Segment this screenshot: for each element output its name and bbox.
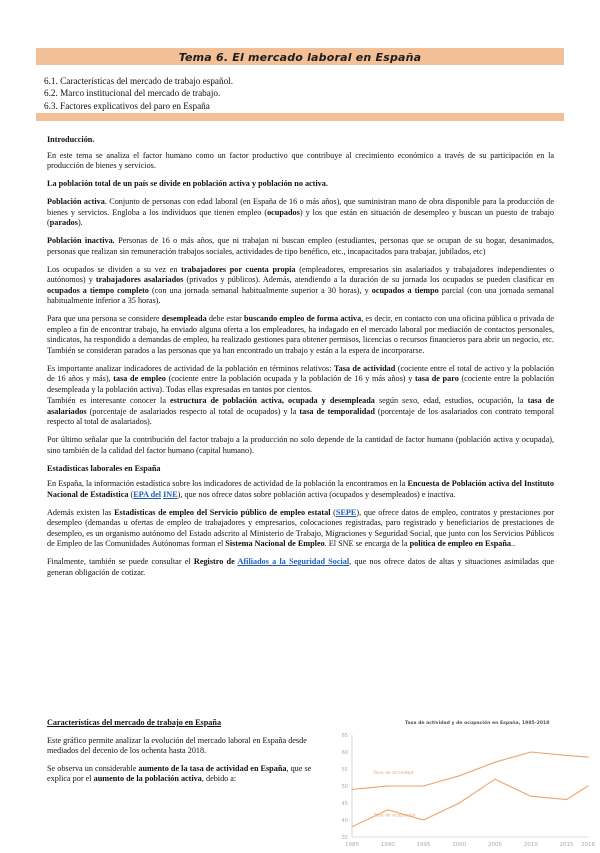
x-tick-label: 2015 — [559, 842, 574, 848]
data-point — [530, 751, 531, 752]
sepe-text: Además existen las — [47, 507, 115, 517]
intro-text: En este tema se analiza el factor humano como un factor productivo que contribuye al crecimiento económico a través de su participación en la producción de bienes y servicios. — [47, 150, 554, 170]
x-tick-label: 2018 — [581, 842, 595, 848]
estructura-paragraph — [47, 396, 554, 428]
caracteristicas-section — [47, 718, 317, 792]
y-tick-label: 35 — [341, 835, 348, 841]
x-tick-label: 1985 — [345, 842, 359, 848]
population-heading: La población total de un país se divide en población activa y población no activa. — [47, 179, 328, 188]
intro-paragraph — [47, 151, 554, 172]
activa-text: ). — [77, 218, 83, 227]
est-text: (porcentaje de asalariados respecto al total de ocupados) y la — [86, 406, 300, 416]
main-content — [47, 135, 554, 586]
y-tick-label: 50 — [341, 784, 348, 790]
epa-link[interactable]: EPA del — [133, 489, 162, 499]
y-tick-label: 65 — [341, 733, 348, 739]
afiliados-paragraph — [47, 557, 554, 578]
ocup-text: (con una jornada semanal habitualmente superior a 30 horas), y — [148, 285, 372, 295]
tiempo-completo-term: ocupados a tiempo completo — [47, 285, 149, 295]
epa-text: En España, la información estadística sobre los indicadores de actividad de la población la encontramos en la — [47, 479, 408, 488]
indicadores-paragraph — [47, 364, 554, 396]
ocup-text: Los ocupados se dividen a su vez en — [47, 264, 182, 274]
data-point — [459, 802, 460, 803]
parados-term: parados — [49, 218, 78, 227]
car-text: Se observa un considerable — [47, 763, 139, 773]
toc-item[interactable]: 6.3. Factores explicativos del paro en España — [44, 100, 210, 111]
ind-text: Es importante analizar indicadores de actividad de la población en términos relativos: — [47, 363, 334, 373]
buscando-term: buscando empleo de forma activa — [244, 314, 362, 323]
tasa-empleo-term: tasa de empleo — [113, 374, 166, 383]
data-point — [423, 785, 424, 786]
toc-item[interactable]: 6.2. Marco institucional del mercado de trabajo. — [44, 88, 221, 99]
x-tick-label: 2010 — [523, 842, 538, 848]
labor-chart — [330, 715, 600, 848]
data-point — [423, 819, 424, 820]
activa-term: Población activa — [47, 197, 105, 206]
y-tick-label: 60 — [341, 750, 348, 756]
ind-text: (cociente entre la población desempleada y la población activa). Todas ellas expresadas en tantos por cientos. — [47, 374, 554, 394]
data-point — [351, 789, 352, 790]
title-banner — [36, 48, 564, 65]
sepe-text: ( — [330, 507, 336, 517]
desemp-text: debe estar — [206, 314, 244, 323]
caracteristicas-heading: Características del mercado de trabajo en España — [47, 718, 222, 727]
sepe-text: . El SNE se encarga de la — [324, 539, 410, 548]
inactiva-paragraph — [47, 236, 554, 257]
intro-heading: Introducción. — [47, 135, 95, 144]
desempleada-paragraph — [47, 314, 554, 356]
inactiva-term: Población inactiva. — [47, 236, 115, 245]
afiliados-link[interactable]: Afiliados a la Seguridad Social — [237, 557, 350, 566]
ocupados-paragraph — [47, 265, 554, 307]
sne-term: Sistema Nacional de Empleo — [225, 539, 325, 548]
ocup-text: (privados y públicos). Además, atendiendo a la duración de su jornada los ocupados se pueden clasificar en — [183, 275, 554, 284]
tasa-paro-term: tasa de paro — [414, 374, 459, 383]
separator-bar — [36, 113, 564, 121]
aumento2-term: aumento de la población activa — [93, 774, 202, 783]
desempleada-term: desempleada — [161, 314, 207, 323]
tiempo-parcial-term: ocupados a tiempo — [371, 285, 439, 295]
afiliados-text: Finalmente, también se puede consultar el — [47, 557, 194, 566]
ind-text: (cociente entre la población ocupada y la población de 16 y más años) y — [165, 374, 415, 383]
car-text: , debido a: — [201, 774, 237, 783]
ine-link[interactable]: INE — [163, 489, 178, 499]
table-of-contents — [44, 75, 233, 112]
tasa-actividad-term: Tasa de actividad — [333, 363, 396, 373]
x-tick-label: 1995 — [416, 842, 431, 848]
toc-item[interactable]: 6.1. Características del mercado de trabajo español. — [44, 76, 234, 86]
activa-text: . Conjunto de personas con edad laboral (en España de 16 o más años), que suministran mano de obra disponible para la producción de bienes y servicios. Engloba a los individuos que tienen empleo ( — [47, 197, 554, 217]
sepe-paragraph — [47, 508, 554, 550]
activa-paragraph — [47, 197, 554, 229]
ind-text: (cociente entre el total de activo y la población de 16 años y más), — [47, 363, 554, 383]
aumento-term: aumento de la tasa de actividad en España — [138, 763, 287, 773]
data-point — [494, 762, 495, 763]
data-point — [459, 775, 460, 776]
ocupados-term: ocupados — [267, 207, 300, 217]
est-text: También es interesante conocer la — [47, 396, 171, 405]
asalariados-term: trabajadores asalariados — [95, 275, 184, 284]
data-point — [566, 755, 567, 756]
desemp-text: Para que una persona se considere — [47, 314, 162, 323]
tasa-temporalidad-term: tasa de temporalidad — [299, 406, 375, 416]
chart-title: Tasa de actividad y de ocupación en España, 1985-2018 — [405, 721, 550, 726]
caracteristicas-p2 — [47, 764, 317, 785]
data-point — [530, 796, 531, 797]
registro-term: Registro de — [193, 557, 238, 566]
series-label: Tasa de actividad — [373, 771, 414, 777]
final-paragraph: Por último señalar que la contribución del factor trabajo a la producción no solo depende de la cantidad de factor humano (población activa y ocupada), sino también de la calidad del factor humano (capital humano). — [47, 435, 554, 455]
caracteristicas-p1: Este gráfico permite analizar la evolución del mercado laboral en España desde mediados del decenio de los ochenta hasta 2018. — [47, 735, 307, 755]
estructura-term: estructura de población activa, ocupada y desempleada — [170, 396, 375, 405]
est-text: (porcentaje de los asalariados con contrato temporal respecto al total de asalariados). — [47, 406, 554, 426]
data-point — [587, 757, 588, 758]
inactiva-text: Personas de 16 o más años, que ni trabajan ni buscan empleo (estudiantes, personas que se ocupan de su hogar, desanimados, personas que realizan sin remuneración trabajos sociales, actividades de tipo benéfico, etc., incapacitados para trabajar, jubilados, etc) — [47, 236, 554, 256]
desemp-text: , es decir, en contacto con una oficina pública o privada de empleo a fin de encontrar trabajo, ha enviado alguna oferta a los empleadores, ha indagado en el mercado laboral por mediación de contactos personales, sindicatos, ha respondido a demandas de empleo, ha realizado gestiones para obtener permisos, licencias o recursos financieros para abrir un negocio, etc. También se consideran parados a las personas que ya han encontrado un trabajo y están a la espera de incorporarse. — [47, 314, 554, 355]
sepe-text: ), que ofrece datos de empleo, contratos y prestaciones por desempleo (demandas u ofertas de empleo de trabajadores y empresarios, colocaciones registradas, paro registrado y beneficiarios de prestaciones de desempleo, es un organismo autónomo del Estado adscrito al Ministerio de Trabajo, Migraciones y Seguridad Social, que junto con los Servicios Públicos de Empleo de las Comunidades Autónomas forman el — [47, 507, 554, 548]
epa-paragraph — [47, 479, 554, 500]
epa-text: ( — [128, 489, 134, 499]
data-point — [566, 799, 567, 800]
data-point — [494, 779, 495, 780]
y-tick-label: 40 — [341, 818, 348, 824]
sepe-text: .. — [511, 539, 516, 548]
tasa-asalariados-term: tasa de asalariados — [47, 396, 554, 416]
epa-text: ), que nos ofrece datos sobre población activa (ocupados y desempleados) e inactiva. — [177, 489, 456, 499]
data-point — [351, 826, 352, 827]
sepe-term: Estadísticas de empleo del Servicio público de empleo estatal — [114, 507, 331, 517]
activa-text: ) y los que están en situación de desempleo y buscan un puesto de trabajo ( — [47, 207, 554, 227]
data-point — [587, 785, 588, 786]
y-tick-label: 55 — [341, 767, 348, 773]
sepe-link[interactable]: SEPE — [335, 507, 357, 517]
chart-svg — [330, 715, 600, 848]
data-point — [387, 809, 388, 810]
x-tick-label: 2005 — [488, 842, 503, 848]
estadisticas-heading: Estadísticas laborales en España — [47, 463, 161, 473]
afiliados-text: , que nos ofrece datos de altas y situaciones asimiladas que generan obligación de cotizar. — [47, 557, 555, 577]
car-text: , que se explica por el — [47, 763, 312, 783]
y-tick-label: 45 — [341, 801, 348, 807]
ocup-text: parcial (con una jornada semanal habitualmente inferior a 35 horas). — [47, 285, 554, 305]
x-tick-label: 2000 — [452, 842, 467, 848]
page-title: Tema 6. El mercado laboral en España — [178, 51, 422, 64]
x-tick-label: 1990 — [380, 842, 395, 848]
politica-term: política de empleo en España — [409, 539, 512, 548]
cuenta-propia-term: trabajadores por cuenta propia — [181, 264, 296, 274]
data-point — [387, 785, 388, 786]
epa-term: Encuesta de Población activa del Instituto Nacional de Estadística — [47, 479, 555, 499]
est-text: según sexo, edad, estudios, ocupación, la — [374, 396, 528, 405]
series-label: Tasa de ocupación — [373, 813, 416, 819]
ocup-text: (empleadores, empresarios sin asalariados y trabajadores independientes o autónomos) y — [47, 264, 554, 284]
